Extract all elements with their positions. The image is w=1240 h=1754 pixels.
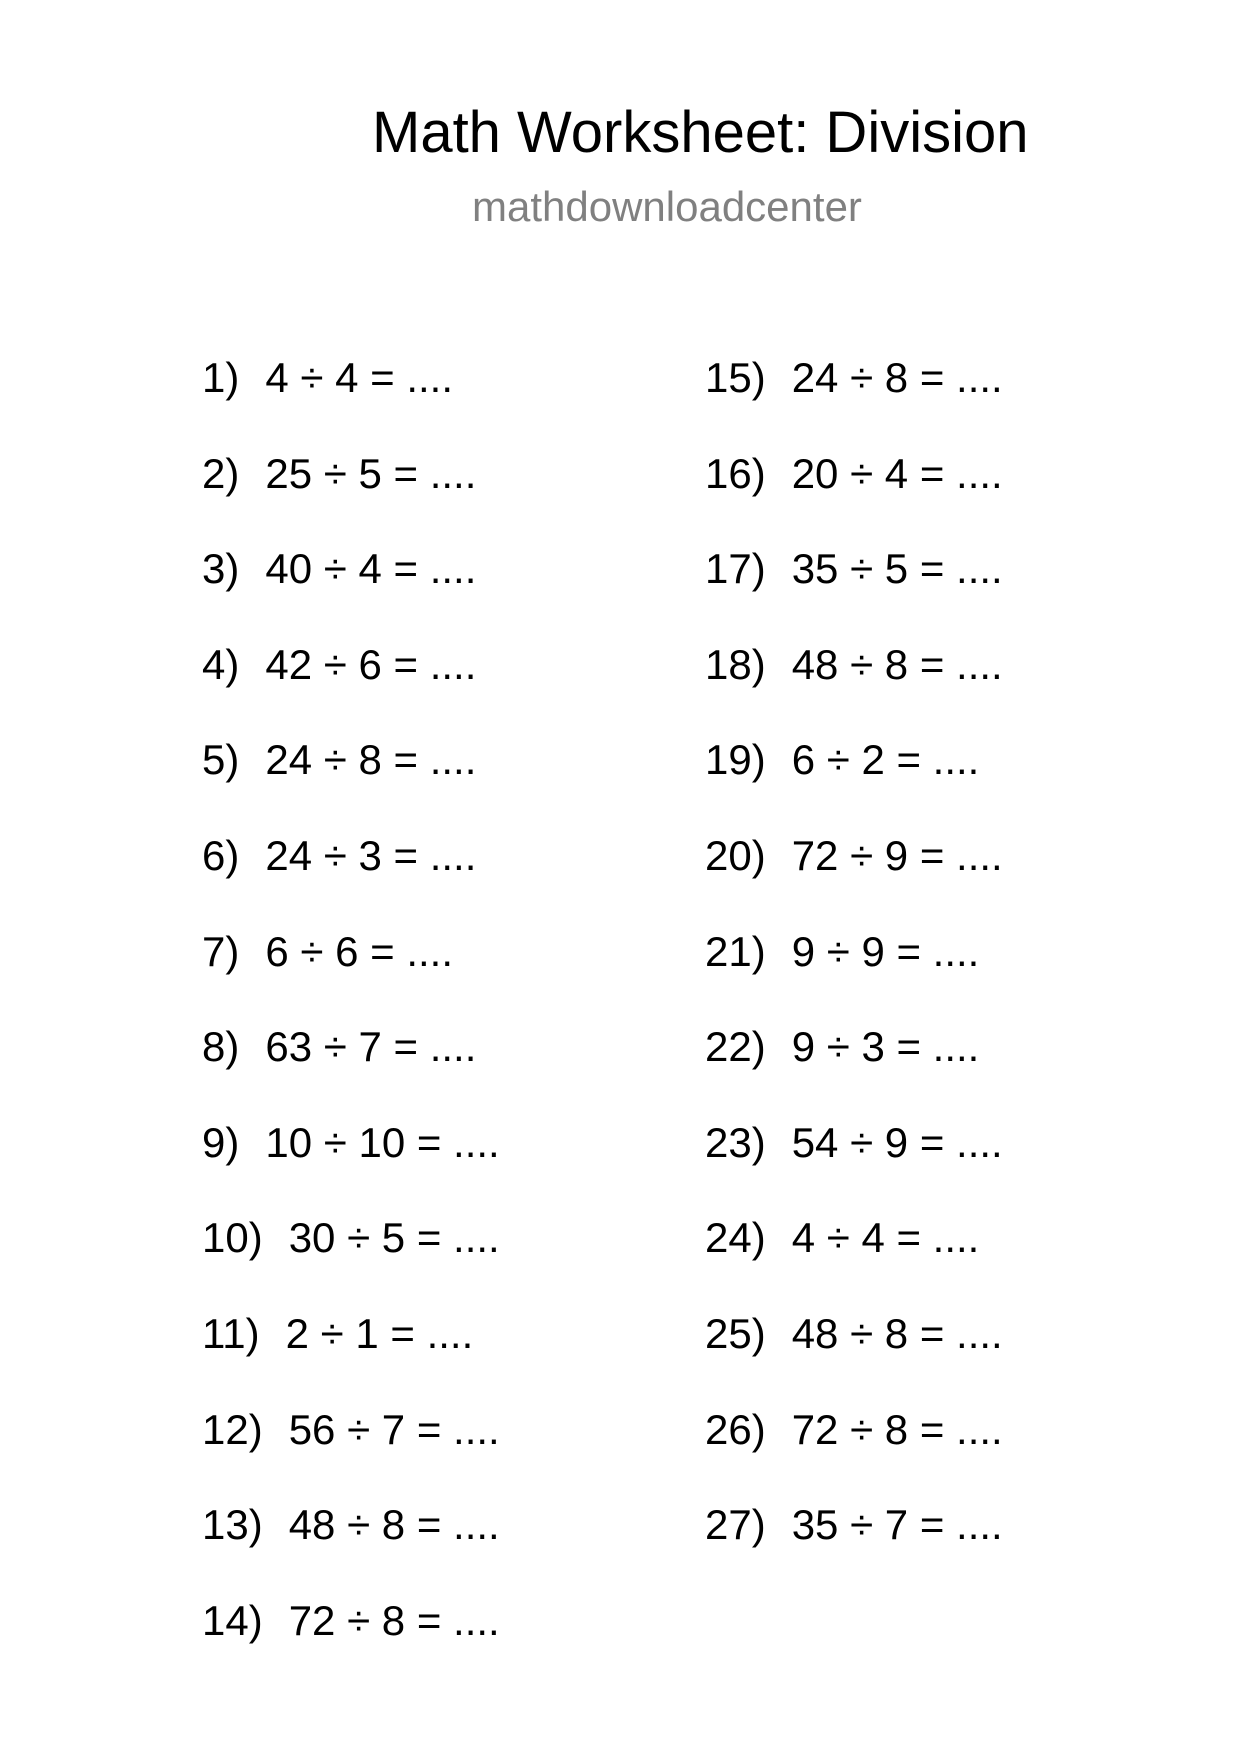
problem-expression: 9 ÷ 3 = .... xyxy=(791,1023,980,1071)
problem-number: 24) xyxy=(705,1214,766,1262)
problem-expression: 6 ÷ 2 = .... xyxy=(791,736,980,784)
problem-expression: 2 ÷ 1 = .... xyxy=(285,1309,474,1357)
problem-item xyxy=(705,1499,1003,1595)
problem-number: 18) xyxy=(705,640,766,688)
problem-item xyxy=(705,1404,1003,1500)
problem-number: 12) xyxy=(202,1405,263,1453)
problem-item xyxy=(705,1021,1003,1117)
problem-expression: 56 ÷ 7 = .... xyxy=(288,1405,500,1453)
problem-number: 10) xyxy=(202,1214,263,1262)
problem-expression: 42 ÷ 6 = .... xyxy=(265,640,477,688)
problem-item xyxy=(705,352,1003,448)
problem-item xyxy=(705,543,1003,639)
problem-number: 6) xyxy=(202,831,240,879)
problem-expression: 25 ÷ 5 = .... xyxy=(265,449,477,497)
problem-expression: 4 ÷ 4 = .... xyxy=(791,1214,980,1262)
problem-item xyxy=(202,734,500,830)
problem-item xyxy=(202,543,500,639)
problem-number: 8) xyxy=(202,1023,240,1071)
problem-item xyxy=(202,830,500,926)
problem-number: 17) xyxy=(705,545,766,593)
problem-number: 5) xyxy=(202,736,240,784)
problems-left-column xyxy=(202,352,500,1690)
problem-number: 25) xyxy=(705,1309,766,1357)
problem-item xyxy=(202,448,500,544)
problem-item xyxy=(202,1308,500,1404)
worksheet-subtitle: mathdownloadcenter xyxy=(472,183,862,230)
problem-item xyxy=(705,926,1003,1022)
problem-expression: 24 ÷ 8 = .... xyxy=(791,354,1003,401)
problem-number: 23) xyxy=(705,1118,766,1166)
problem-expression: 24 ÷ 3 = .... xyxy=(265,831,477,879)
problem-item xyxy=(202,1212,500,1308)
problem-expression: 72 ÷ 8 = .... xyxy=(288,1596,500,1644)
problem-item xyxy=(202,1404,500,1500)
problem-item xyxy=(202,1021,500,1117)
problem-number: 11) xyxy=(202,1309,260,1357)
problem-expression: 4 ÷ 4 = .... xyxy=(265,354,454,401)
problem-expression: 72 ÷ 8 = .... xyxy=(791,1405,1003,1453)
problem-expression: 54 ÷ 9 = .... xyxy=(791,1118,1003,1166)
problem-number: 13) xyxy=(202,1501,263,1549)
problem-number: 27) xyxy=(705,1501,766,1549)
problem-number: 9) xyxy=(202,1118,240,1166)
problem-item xyxy=(202,1499,500,1595)
problem-number: 2) xyxy=(202,449,240,497)
problem-number: 7) xyxy=(202,927,240,975)
problem-expression: 35 ÷ 7 = .... xyxy=(791,1501,1003,1549)
problem-expression: 30 ÷ 5 = .... xyxy=(288,1214,500,1262)
problem-number: 14) xyxy=(202,1596,263,1644)
problem-number: 21) xyxy=(705,927,766,975)
problem-expression: 72 ÷ 9 = .... xyxy=(791,831,1003,879)
problem-number: 16) xyxy=(705,449,766,497)
problem-expression: 6 ÷ 6 = .... xyxy=(265,927,454,975)
problem-number: 26) xyxy=(705,1405,766,1453)
problem-item xyxy=(705,1117,1003,1213)
problem-number: 3) xyxy=(202,545,240,593)
problem-item xyxy=(705,1212,1003,1308)
problem-item xyxy=(705,639,1003,735)
problem-expression: 48 ÷ 8 = .... xyxy=(791,640,1003,688)
problem-number: 1) xyxy=(202,354,240,401)
problem-item xyxy=(705,830,1003,926)
problem-expression: 20 ÷ 4 = .... xyxy=(791,449,1003,497)
problem-item xyxy=(202,639,500,735)
problems-right-column xyxy=(705,352,1003,1595)
problem-item xyxy=(705,448,1003,544)
problem-expression: 24 ÷ 8 = .... xyxy=(265,736,477,784)
problem-item xyxy=(705,734,1003,830)
worksheet-title: Math Worksheet: Division xyxy=(372,100,1029,165)
problem-number: 4) xyxy=(202,640,240,688)
problem-expression: 63 ÷ 7 = .... xyxy=(265,1023,477,1071)
problem-item xyxy=(202,1117,500,1213)
problem-item xyxy=(202,352,500,448)
problem-expression: 48 ÷ 8 = .... xyxy=(791,1309,1003,1357)
problem-item xyxy=(202,926,500,1022)
problem-expression: 9 ÷ 9 = .... xyxy=(791,927,980,975)
problem-expression: 35 ÷ 5 = .... xyxy=(791,545,1003,593)
problem-number: 19) xyxy=(705,736,766,784)
problem-expression: 10 ÷ 10 = .... xyxy=(265,1118,500,1166)
problem-expression: 48 ÷ 8 = .... xyxy=(288,1501,500,1549)
problem-number: 20) xyxy=(705,831,766,879)
problem-item xyxy=(705,1308,1003,1404)
problem-number: 15) xyxy=(705,354,766,401)
problem-expression: 40 ÷ 4 = .... xyxy=(265,545,477,593)
problem-number: 22) xyxy=(705,1023,766,1071)
problem-item xyxy=(202,1595,500,1691)
